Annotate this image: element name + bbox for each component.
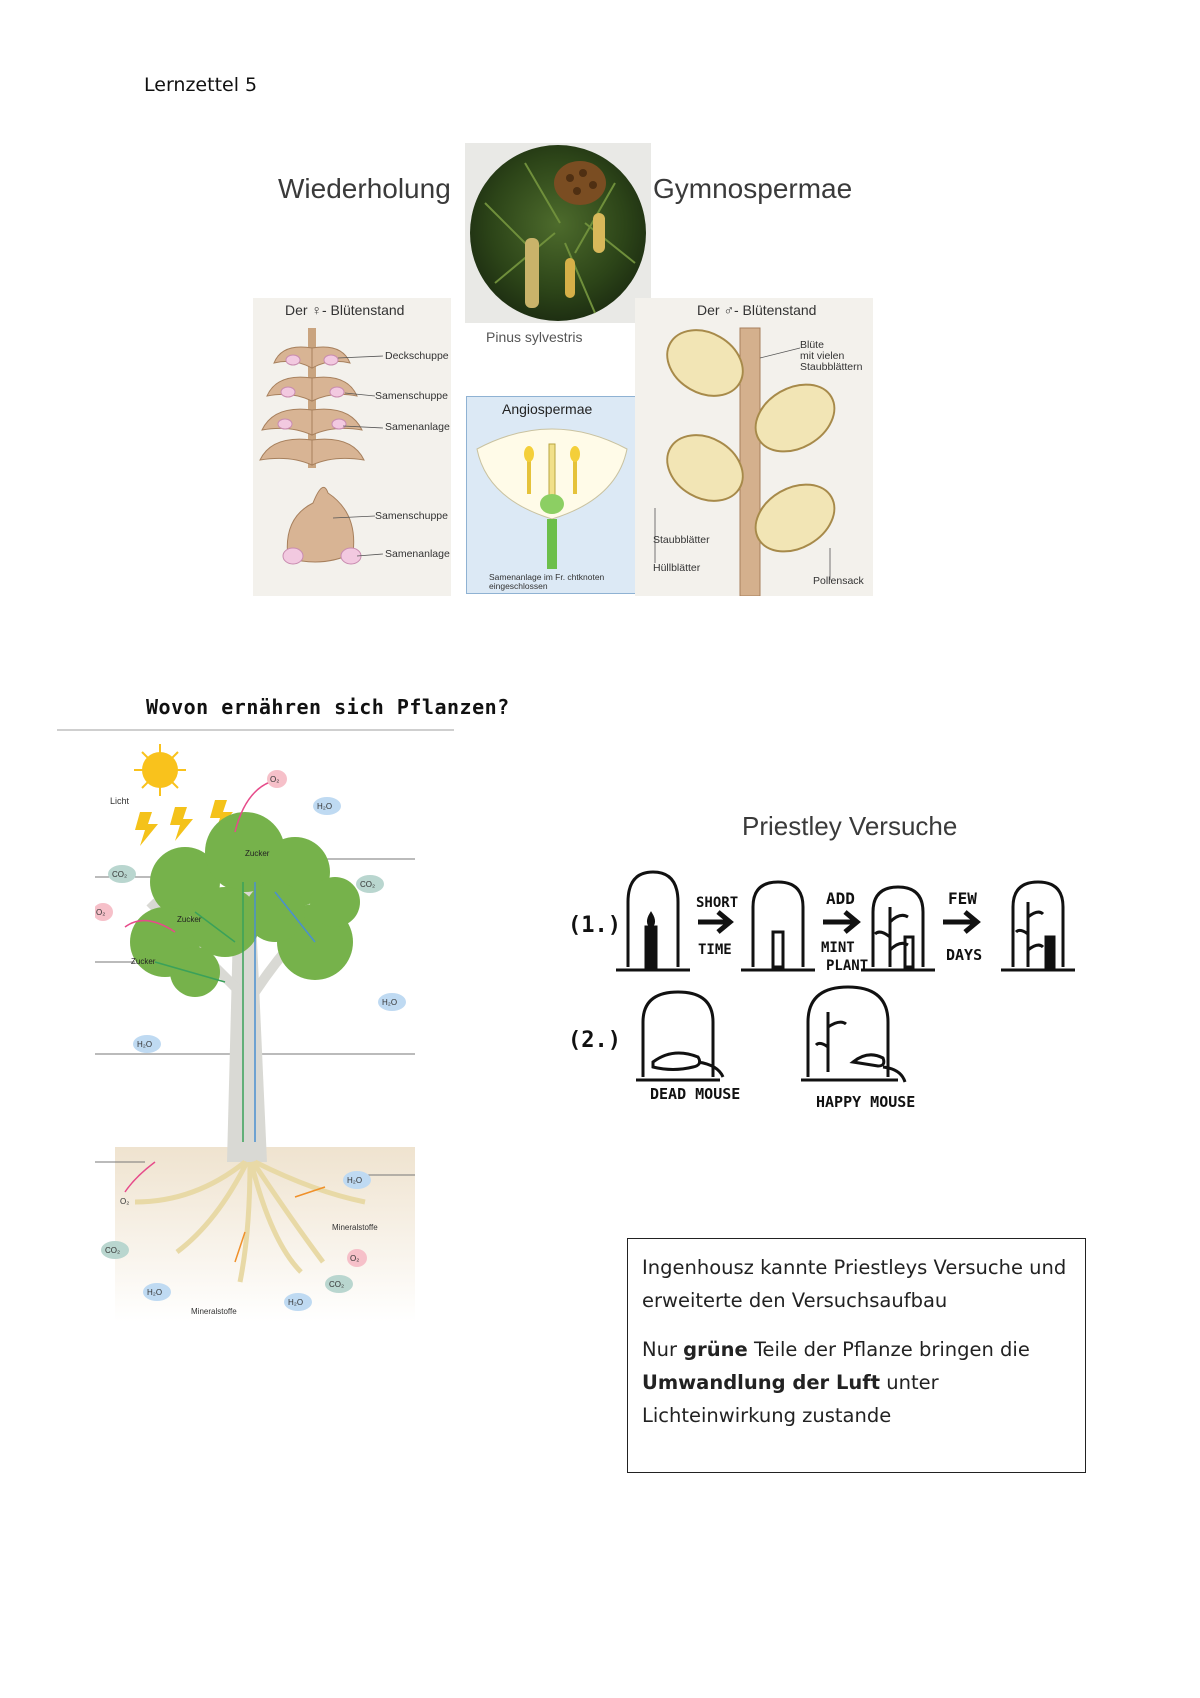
info-paragraph-1: Ingenhousz kannte Priestleys Versuche und erweiterte den Versuchsaufbau [642, 1256, 1067, 1312]
label-zucker-mid: Zucker [177, 915, 202, 924]
step-1-label: (1.) [568, 913, 621, 938]
angio-caption-line1: Samenanlage im Fr. chtknoten [489, 572, 605, 582]
bubble-o2-root-right [347, 1249, 367, 1267]
bubble-h2o-left-text: H₂O [137, 1040, 153, 1049]
info-text-c: Teile der Pflanze bringen die [747, 1338, 1030, 1361]
info-box [627, 1238, 1086, 1473]
bubble-co2-root-left [101, 1241, 129, 1259]
sun-icon [134, 744, 186, 796]
bubble-co2-root-right-text: CO₂ [329, 1280, 345, 1289]
bubble-h2o-top [313, 797, 341, 815]
angiosperm-panel [466, 396, 636, 594]
tree-diagram [95, 742, 435, 1322]
label-licht: Licht [110, 796, 130, 806]
female-panel [253, 298, 451, 596]
bubble-co2-root-left-text: CO₂ [105, 1246, 121, 1255]
priestley-sketch [568, 862, 1128, 1112]
bubble-h2o-root-left-text: H₂O [147, 1288, 163, 1297]
female-label-3: Samenschuppe [375, 510, 448, 522]
label-o2-root: O₂ [120, 1197, 130, 1206]
label-days: DAYS [946, 946, 983, 964]
female-label-2: Samenanlage [385, 421, 450, 433]
label-dead-mouse: DEAD MOUSE [650, 1085, 741, 1103]
gymnosperm-figure [253, 143, 873, 598]
bubble-co2-right-text: CO₂ [360, 880, 376, 889]
label-add: ADD [826, 889, 855, 908]
male-title: Der ♂- Blütenstand [697, 302, 817, 318]
bubble-h2o-right [378, 993, 406, 1011]
female-title: Der ♀- Blütenstand [285, 302, 405, 318]
bubble-o2-top-text: O₂ [270, 775, 280, 784]
pine-photo-frame [465, 143, 651, 323]
photo-caption: Pinus sylvestris [486, 329, 583, 345]
bubble-co2-left [108, 865, 136, 883]
nutrition-heading: Wovon ernähren sich Pflanzen? [146, 695, 510, 719]
label-plant: PLANT [826, 958, 869, 974]
pine-photo [465, 143, 651, 323]
female-label-0: Deckschuppe [385, 350, 449, 362]
bubble-o2-left [95, 903, 113, 921]
angio-caption [489, 573, 604, 591]
male-label-bluete [800, 340, 862, 373]
angio-title: Angiospermae [502, 401, 593, 417]
heading-wiederholung: Wiederholung [278, 173, 451, 204]
angio-flower [467, 419, 637, 569]
male-label-pollen: Pollensack [813, 575, 864, 587]
bubble-h2o-root-mid [284, 1293, 312, 1311]
male-label-bluete-3: Staubblättern [800, 361, 863, 373]
info-bold-umwandlung: Umwandlung der Luft [642, 1371, 881, 1394]
bubble-h2o-left [133, 1035, 161, 1053]
male-label-huell: Hüllblätter [653, 562, 701, 574]
bubble-o2-left-text: O₂ [96, 908, 106, 917]
label-few: FEW [948, 889, 977, 908]
male-label-bluete-1: Blüte [800, 339, 824, 351]
info-bold-gruene: grüne [683, 1338, 748, 1361]
jar-3 [873, 887, 923, 967]
bubble-h2o-right-text: H₂O [382, 998, 398, 1007]
bubble-h2o-root-right [343, 1171, 371, 1189]
bubble-h2o-root-left [143, 1283, 171, 1301]
bubble-o2-root-right-text: O₂ [350, 1254, 360, 1263]
bubble-co2-root-right [325, 1275, 353, 1293]
step-2-label: (2.) [568, 1028, 621, 1053]
male-label-bluete-2: mit vielen [800, 350, 845, 362]
angio-caption-line2: eingeschlossen [489, 581, 548, 591]
bubble-o2-top [267, 770, 287, 788]
label-zucker-top: Zucker [245, 849, 270, 858]
label-zucker-left: Zucker [131, 957, 156, 966]
jar-happy-mouse [808, 987, 888, 1077]
bubble-h2o-top-text: H₂O [317, 802, 333, 811]
heading-gymnospermae: Gymnospermae [653, 173, 853, 204]
label-mint: MINT [821, 940, 855, 956]
heading-rule [57, 729, 454, 731]
bubble-h2o-root-mid-text: H₂O [288, 1298, 304, 1307]
info-text-a: Nur [642, 1338, 684, 1361]
label-time: TIME [698, 942, 732, 958]
info-paragraph-2 [642, 1333, 1071, 1432]
info-text-e: unter Lichteinwirkung zustande [642, 1371, 939, 1427]
male-panel [635, 298, 873, 596]
bubble-co2-right [356, 875, 384, 893]
priestley-title: Priestley Versuche [742, 811, 958, 841]
label-short: SHORT [696, 895, 739, 911]
female-label-4: Samenanlage [385, 548, 450, 560]
label-happy-mouse: HAPPY MOUSE [816, 1093, 916, 1111]
document-title: Lernzettel 5 [144, 74, 258, 96]
jar-2 [753, 882, 803, 967]
label-mineralstoffe-right: Mineralstoffe [332, 1223, 378, 1232]
male-label-staub: Staubblätter [653, 534, 710, 546]
female-label-1: Samenschuppe [375, 390, 448, 402]
bubble-h2o-root-right-text: H₂O [347, 1176, 363, 1185]
label-mineralstoffe-bottom: Mineralstoffe [191, 1307, 237, 1316]
bubble-co2-left-text: CO₂ [112, 870, 128, 879]
